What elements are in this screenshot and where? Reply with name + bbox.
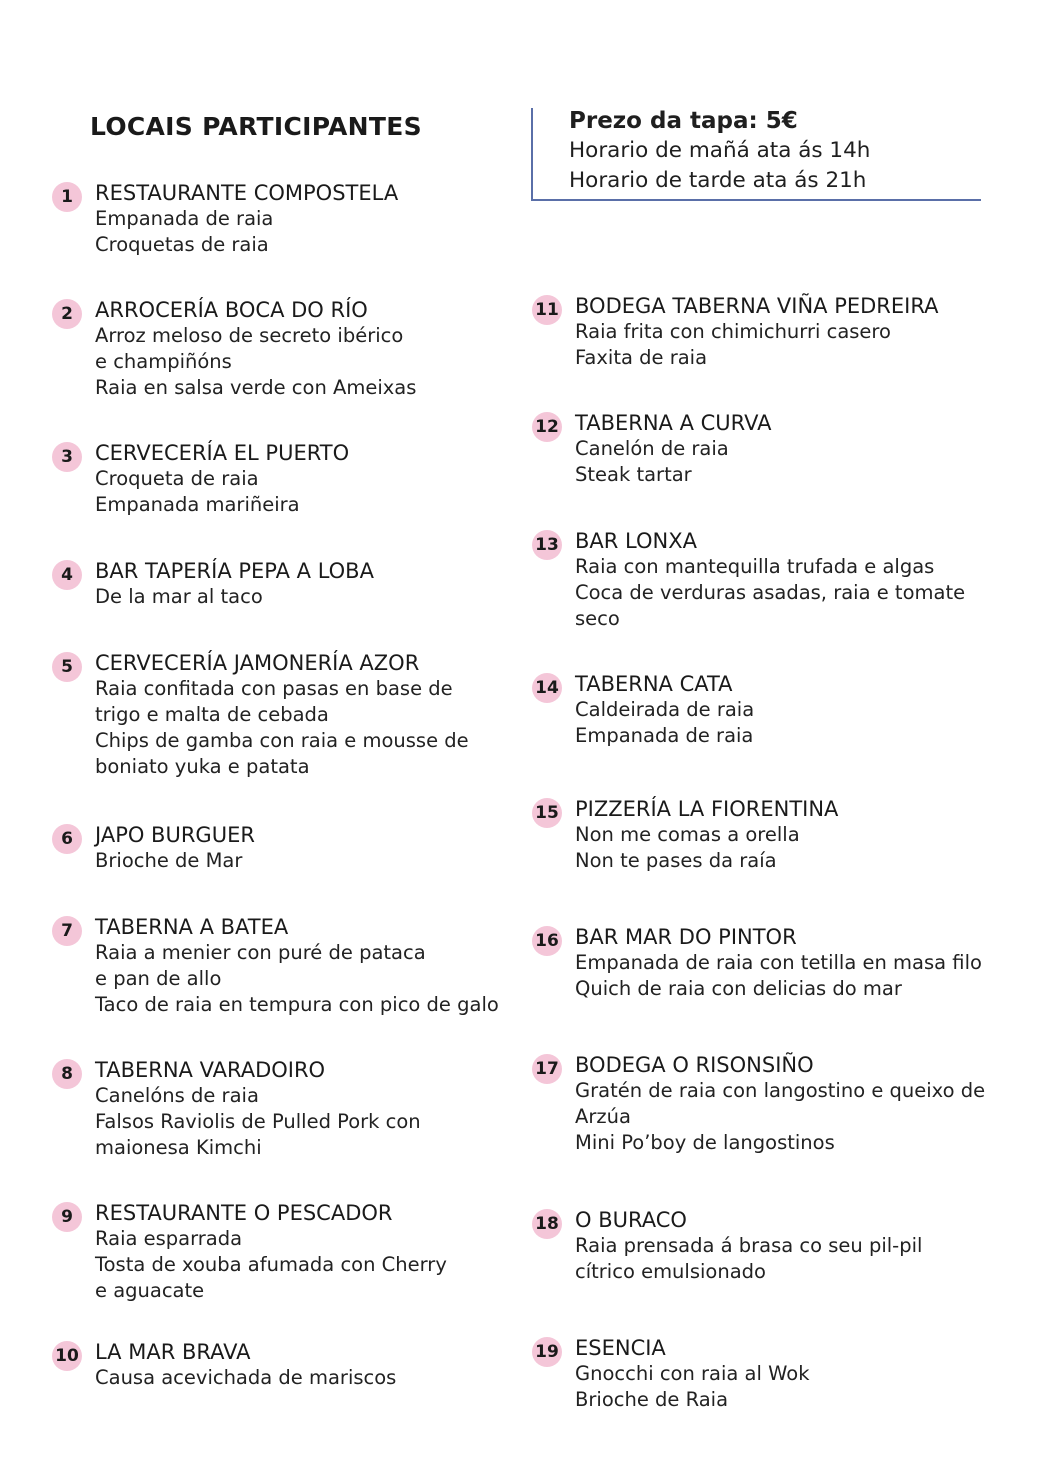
tapa-dish: Quich de raia con delicias do mar (575, 977, 902, 1000)
tapa-dish: Empanada de raia (95, 207, 274, 230)
tapa-price: Prezo da tapa: 5€ (569, 108, 798, 134)
venue-name: BAR TAPERÍA PEPA A LOBA (95, 559, 374, 583)
tapa-dish: Raia con mantequilla trufada e algas (575, 555, 935, 578)
tapa-dish: Empanada de raia (575, 724, 754, 747)
tapa-dish: De la mar al taco (95, 585, 263, 608)
tapa-dish: Taco de raia en tempura con pico de galo (95, 993, 499, 1016)
venue-number-badge: 7 (52, 916, 82, 946)
tapa-dish: trigo e malta de cebada (95, 703, 329, 726)
tapa-dish: Tosta de xouba afumada con Cherry (95, 1253, 447, 1276)
tapa-dish: Raia esparrada (95, 1227, 243, 1250)
tapa-dish: Empanada de raia con tetilla en masa filo (575, 951, 982, 974)
tapa-dish: Gnocchi con raia al Wok (575, 1362, 810, 1385)
tapa-dish: Brioche de Raia (575, 1388, 729, 1411)
tapa-dish: boniato yuka e patata (95, 755, 310, 778)
venue-name: TABERNA A BATEA (95, 915, 289, 939)
venue-number-badge: 6 (52, 824, 82, 854)
tapa-dish: e aguacate (95, 1279, 205, 1302)
tapa-dish: e pan de allo (95, 967, 222, 990)
venue-name: ARROCERÍA BOCA DO RÍO (95, 298, 368, 322)
tapa-dish: Steak tartar (575, 463, 692, 486)
venue-name: ESENCIA (575, 1336, 666, 1360)
venue-number-badge: 14 (532, 673, 562, 703)
venue-number-badge: 17 (532, 1054, 562, 1084)
venue-name: O BURACO (575, 1208, 687, 1232)
venue-number-badge: 8 (52, 1059, 82, 1089)
venue-number-badge: 3 (52, 442, 82, 472)
tapa-dish: Mini Po’boy de langostinos (575, 1131, 835, 1154)
tapa-dish: seco (575, 607, 620, 630)
tapa-dish: Non me comas a orella (575, 823, 800, 846)
tapa-dish: Gratén de raia con langostino e queixo de (575, 1079, 986, 1102)
venue-name: JAPO BURGUER (95, 823, 255, 847)
tapa-dish: Croquetas de raia (95, 233, 269, 256)
venue-number-badge: 4 (52, 560, 82, 590)
tapa-dish: Faxita de raia (575, 346, 708, 369)
venue-number-badge: 1 (52, 182, 82, 212)
tapa-dish: Canelóns de raia (95, 1084, 259, 1107)
morning-schedule: Horario de mañá ata ás 14h (569, 138, 871, 163)
venue-name: CERVECERÍA JAMONERÍA AZOR (95, 651, 420, 675)
venue-number-badge: 15 (532, 798, 562, 828)
afternoon-schedule: Horario de tarde ata ás 21h (569, 168, 867, 193)
price-schedule-box (531, 108, 981, 201)
venue-number-badge: 11 (532, 295, 562, 325)
venue-name: RESTAURANTE O PESCADOR (95, 1201, 393, 1225)
venue-name: BODEGA TABERNA VIÑA PEDREIRA (575, 294, 939, 318)
tapa-dish: Chips de gamba con raia e mousse de (95, 729, 469, 752)
venue-name: TABERNA A CURVA (575, 411, 772, 435)
tapa-dish: Raia en salsa verde con Ameixas (95, 376, 417, 399)
venue-name: LA MAR BRAVA (95, 1340, 251, 1364)
tapa-dish: Raia a menier con puré de pataca (95, 941, 426, 964)
tapa-dish: Arzúa (575, 1105, 631, 1128)
tapa-dish: Brioche de Mar (95, 849, 243, 872)
venue-name: RESTAURANTE COMPOSTELA (95, 181, 399, 205)
venue-name: PIZZERÍA LA FIORENTINA (575, 797, 839, 821)
tapa-dish: Croqueta de raia (95, 467, 259, 490)
venue-number-badge: 9 (52, 1202, 82, 1232)
tapa-dish: Empanada mariñeira (95, 493, 300, 516)
page-title: LOCAIS PARTICIPANTES (90, 112, 422, 141)
venue-number-badge: 2 (52, 299, 82, 329)
tapa-dish: Non te pases da raía (575, 849, 777, 872)
tapa-dish: e champiñóns (95, 350, 232, 373)
venue-number-badge: 13 (532, 530, 562, 560)
tapa-dish: cítrico emulsionado (575, 1260, 766, 1283)
venue-name: BODEGA O RISONSIÑO (575, 1053, 814, 1077)
tapa-dish: Raia frita con chimichurri casero (575, 320, 891, 343)
tapa-dish: Raia prensada á brasa co seu pil-pil (575, 1234, 923, 1257)
tapa-dish: maionesa Kimchi (95, 1136, 262, 1159)
venue-number-badge: 12 (532, 412, 562, 442)
tapa-dish: Causa acevichada de mariscos (95, 1366, 397, 1389)
venue-number-badge: 16 (532, 926, 562, 956)
venue-number-badge: 5 (52, 652, 82, 682)
venue-number-badge: 18 (532, 1209, 562, 1239)
tapa-dish: Arroz meloso de secreto ibérico (95, 324, 404, 347)
tapa-dish: Canelón de raia (575, 437, 729, 460)
tapa-dish: Caldeirada de raia (575, 698, 755, 721)
venue-name: BAR MAR DO PINTOR (575, 925, 797, 949)
tapa-dish: Raia confitada con pasas en base de (95, 677, 453, 700)
tapa-dish: Coca de verduras asadas, raia e tomate (575, 581, 966, 604)
venue-number-badge: 19 (532, 1337, 562, 1367)
venue-name: CERVECERÍA EL PUERTO (95, 441, 350, 465)
tapa-dish: Falsos Raviolis de Pulled Pork con (95, 1110, 421, 1133)
venue-name: TABERNA CATA (575, 672, 733, 696)
venue-name: BAR LONXA (575, 529, 697, 553)
venue-name: TABERNA VARADOIRO (95, 1058, 326, 1082)
venue-number-badge: 10 (52, 1341, 82, 1371)
